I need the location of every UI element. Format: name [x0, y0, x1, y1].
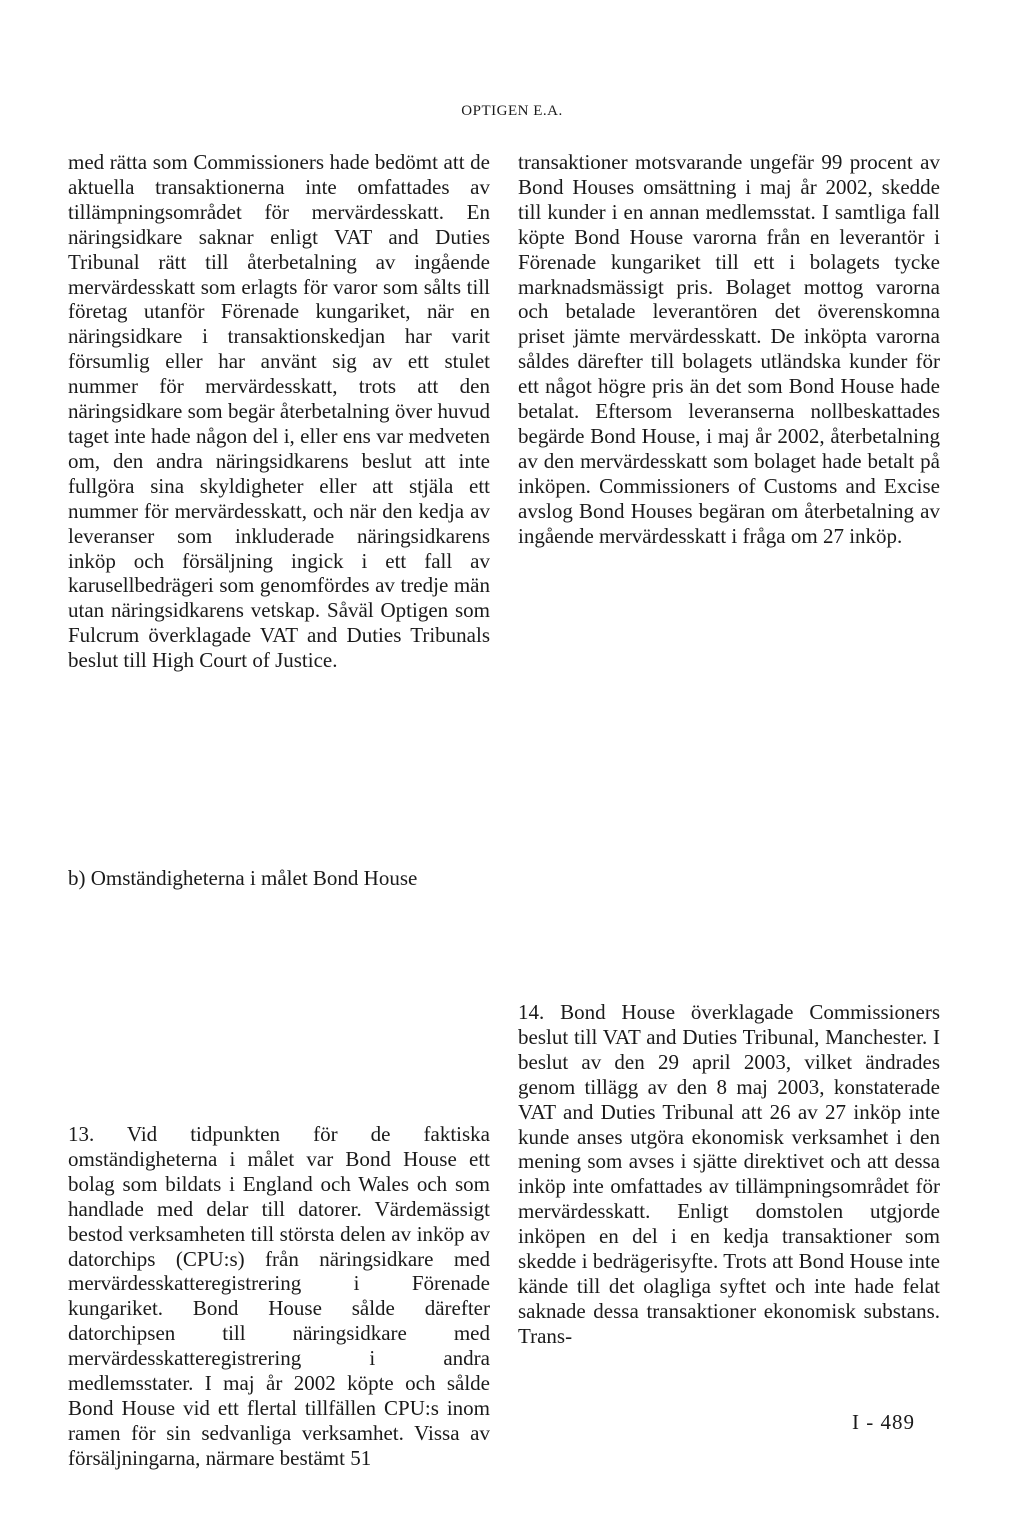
paragraph-14: 14. Bond House överklagade Commissioners beslut till VAT and Duties Tribunal, Manchester. I beslut av den 29 april 2003, vilket ändrades genom tillägg av den 8 maj 2003, konstaterade VAT and Duties Tribunal att 26 av 27 inköp inte kunde anses utgöra ekonomisk verksamhet i den mening som avses i sjätte direktivet och att dessa inköp inte omfattades av tillämpningsområdet för mervärdesskatt. Enligt domstolen utgjorde inköpen en del i en kedja transaktioner som skedde i bedrägerisyfte. Trots att Bond House inte kände till det olagliga syftet och inte hade felat saknade dessa transaktioner ekonomisk substans. Trans-: [518, 1000, 940, 1348]
running-header: OPTIGEN E.A.: [461, 103, 563, 119]
left-column-top: [68, 150, 490, 673]
right-column-bottom: [518, 1000, 940, 1349]
paragraph-13: 13. Vid tidpunkten för de faktiska omständigheterna i målet var Bond House ett bolag som bildats i England och Wales och som handlade med delar till datorer. Värdemässigt bestod verksamheten till största delen av inköp av datorchips (CPU:s) från näringsidkare med mervärdesskatteregistrering i Förenade kungariket. Bond House sålde därefter datorchipsen till näringsidkare med mervärdesskatteregistrering i andra medlemsstater. I maj år 2002 köpte och sålde Bond House vid ett flertal tillfällen CPU:s inom ramen för sin sedvanliga verksamhet. Vissa av försäljningarna, närmare bestämt 51: [68, 1122, 490, 1470]
right-column-top: [518, 150, 940, 549]
page-number: I - 489: [852, 1410, 915, 1434]
paragraph-tribunal-decision: med rätta som Commissioners hade bedömt att de aktuella transaktionerna inte omfattades av tillämpningsområdet för mervärdesskatt. En näringsidkare saknar enligt VAT and Duties Tribunal rätt till återbetalning av ingående mervärdesskatt som erlagts för varor som sålts till företag utanför Förenade kungariket, när en näringsidkare i transaktionskedjan har varit försumlig eller har använt sig av ett stulet nummer för mervärdesskatt, trots att den näringsidkare som begär återbetalning över huvud taget inte hade någon del i, eller ens var medveten om, den andra näringsidkarens beslut att inte fullgöra sina skyldigheter eller att stjäla ett nummer för mervärdesskatt, och när den kedja av leveranser som inkluderade näringsidkarens inköp och försäljning ingick i ett fall av karusellbedrägeri som genomfördes av tredje män utan näringsidkarens vetskap. Såväl Optigen som Fulcrum överklagade VAT and Duties Tribunals beslut till High Court of Justice.: [68, 150, 490, 673]
paragraph-bond-house-transactions: transaktioner motsvarande ungefär 99 procent av Bond Houses omsättning i maj år 2002, skedde till kunder i en annan medlemsstat. I samtliga fall köpte Bond House varorna från en leverantör i Förenade kungariket till ett i bolagets tycke marknadsmässigt pris. Bolaget mottog varorna och betalade leverantören det överenskomna priset jämte mervärdesskatt. De inköpta varorna såldes därefter till bolagets utländska kunder för ett något högre pris än det som Bond House hade betalat. Eftersom leveranserna nollbeskattades begärde Bond House, i maj år 2002, återbetalning av den mervärdesskatt som bolaget hade betalt på inköpen. Commissioners of Customs and Excise avslog Bond Houses begäran om återbetalning av ingående mervärdesskatt i fråga om 27 inköp.: [518, 150, 940, 548]
left-column-bottom: [68, 1122, 490, 1471]
section-heading: b) Omständigheterna i målet Bond House: [68, 866, 418, 890]
